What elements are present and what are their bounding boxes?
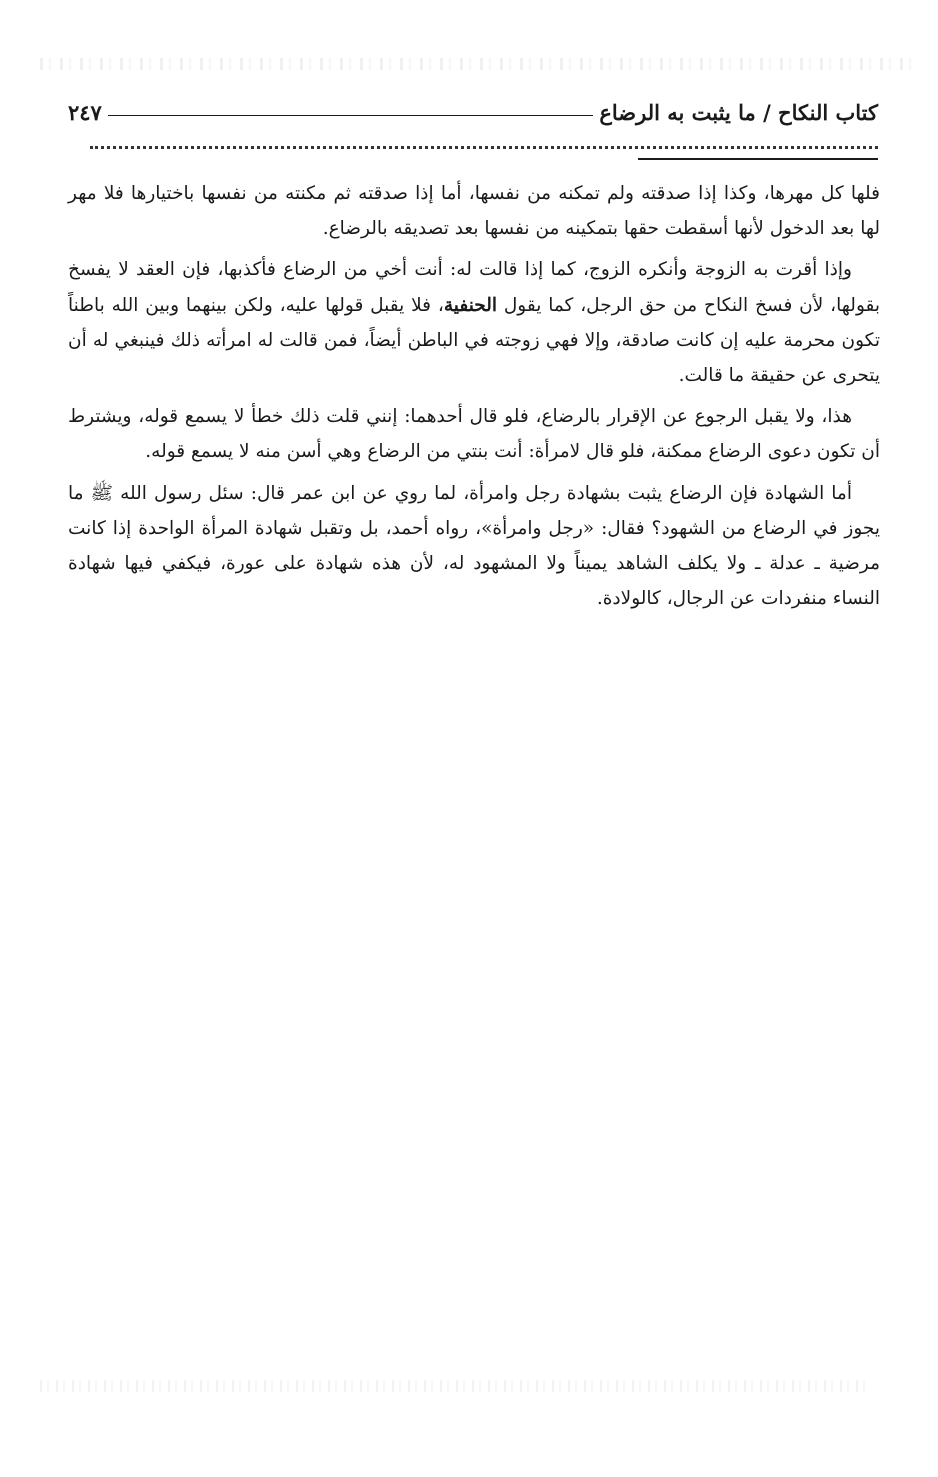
scan-artifact-top xyxy=(40,58,918,70)
page-header xyxy=(68,92,878,132)
paragraph-2-text-b: ، فلا يقبل قولها عليه، ولكن بينهما وبين الله باطناً تكون محرمة عليه إن كانت صادقة، وإلا فهي زوجته في الباطن أيضاً، فمن قالت له امرأته ذلك فينبغي له أن يتحرى عن حقيقة ما قالت. xyxy=(68,294,880,387)
paragraph-2 xyxy=(68,252,880,393)
paragraph-3-text: هذا، ولا يقبل الرجوع عن الإقرار بالرضاع، فلو قال أحدهما: إنني قلت ذلك خطأ لا يسمع قوله، ويشترط أن تكون دعوى الرضاع ممكنة، فلو قال لامرأة: أنت بنتي من الرضاع وهي أسن منه لا يسمع قوله. xyxy=(68,406,880,463)
short-divider xyxy=(638,158,878,160)
paragraph-3 xyxy=(68,399,880,469)
page-number: ٢٤٧ xyxy=(68,99,102,125)
body-text xyxy=(68,176,880,622)
scan-artifact-bottom xyxy=(40,1380,868,1392)
paragraph-4-text: أما الشهادة فإن الرضاع يثبت بشهادة رجل وامرأة، لما روي عن ابن عمر قال: سئل رسول الله ﷺ ما يجوز في الرضاع من الشهود؟ فقال: «رجل وامرأة»، رواه أحمد، بل وتقبل شهادة المرأة الواحدة إذا كانت مرضية ـ عدلة ـ ولا يكلف الشاهد يميناً ولا المشهود له، لأن هذه شهادة على عورة، فيكفي فيها شهادة النساء منفردات عن الرجال، كالولادة. xyxy=(68,482,880,610)
paragraph-4 xyxy=(68,476,880,617)
paragraph-1 xyxy=(68,176,880,246)
dotted-divider xyxy=(90,146,878,149)
running-title: كتاب النكاح / ما يثبت به الرضاع xyxy=(599,99,878,125)
header-rule xyxy=(108,115,594,116)
paragraph-2-emphasis: الحنفية xyxy=(443,294,497,316)
paragraph-2-text-a: وإذا أقرت به الزوجة وأنكره الزوج، كما إذا قالت له: أنت أخي من الرضاع فأكذبها، فإن العقد لا يفسخ بقولها، لأن فسخ النكاح من حق الرجل، كما يقول xyxy=(68,259,881,316)
paragraph-1-text: فلها كل مهرها، وكذا إذا صدقته ولم تمكنه من نفسها، أما إذا صدقته ثم مكنته من نفسها باختيارها فلا مهر لها بعد الدخول لأنها أسقطت حقها بتمكينه من نفسها بعد تصديقه بالرضاع. xyxy=(68,183,880,240)
